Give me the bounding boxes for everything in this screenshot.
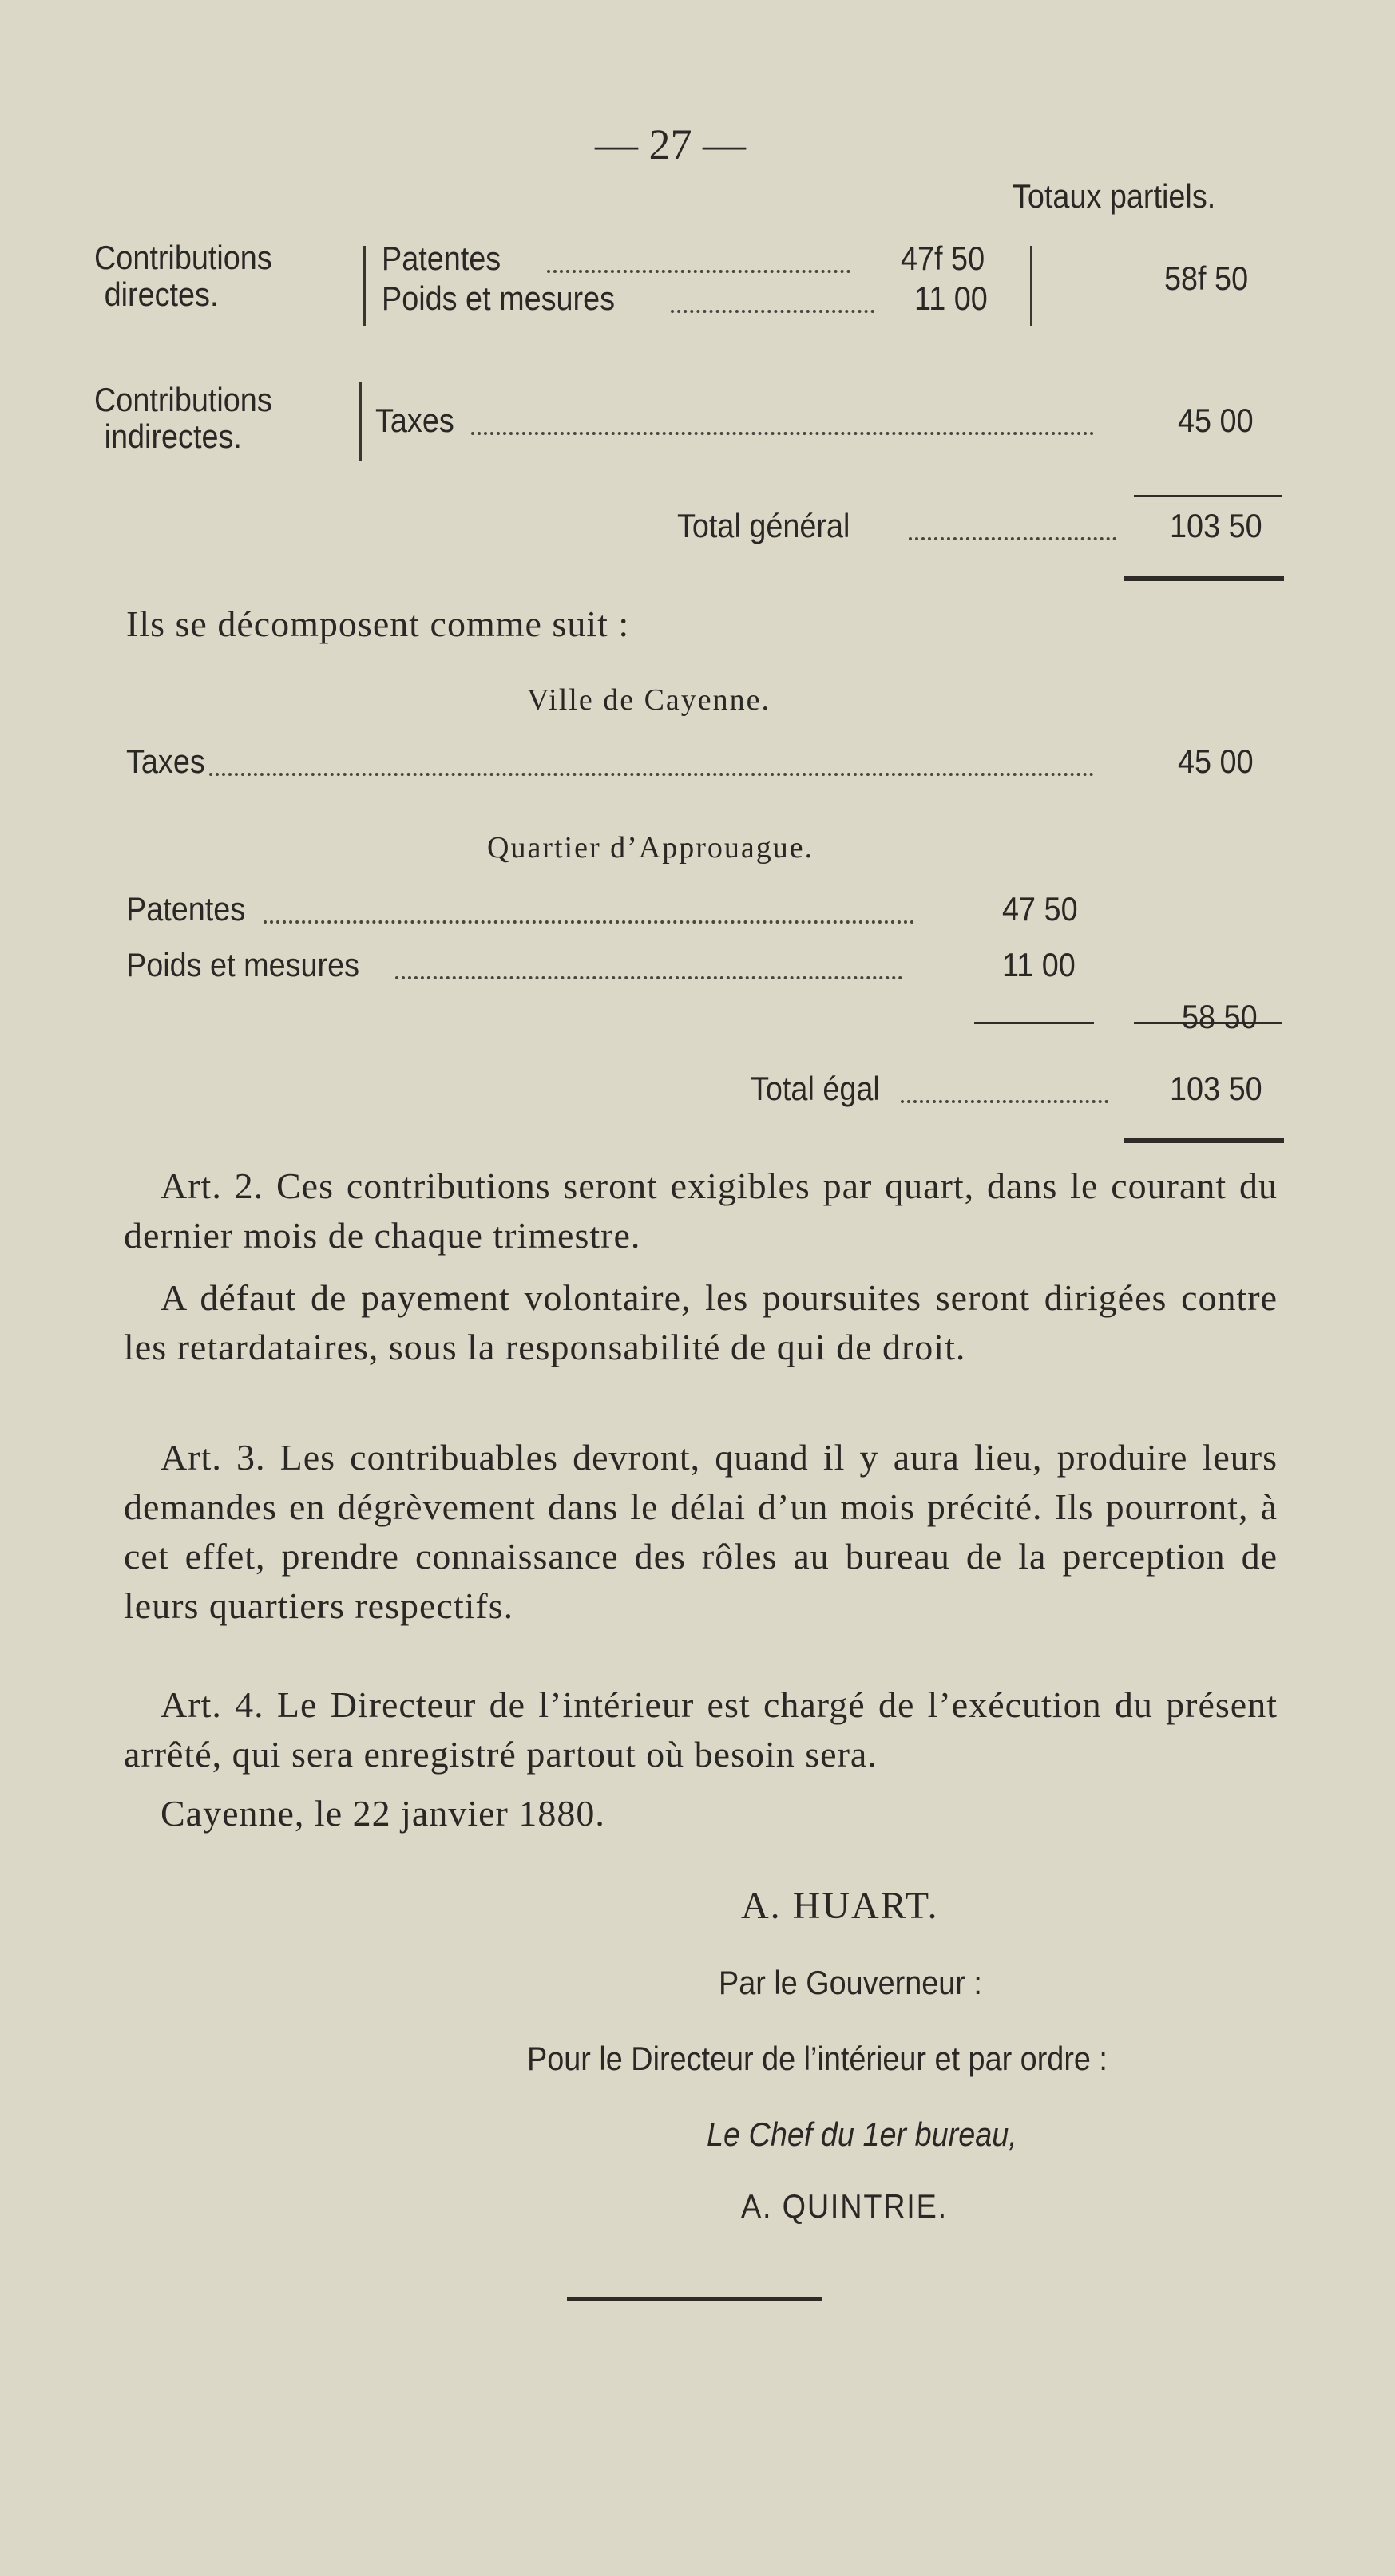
- q-patentes-label: Patentes: [126, 890, 246, 928]
- dots-taxes: [471, 432, 1094, 435]
- ville-taxes-label: Taxes: [126, 742, 205, 780]
- indirectes-group: [94, 382, 272, 455]
- directes-line2: directes.: [104, 275, 219, 313]
- ville-taxes-value: 45 00: [1178, 742, 1254, 780]
- date-line: Cayenne, le 22 janvier 1880.: [161, 1793, 605, 1834]
- brace-subtotal: [1030, 246, 1032, 326]
- signature-quintrie: A. QUINTRIE.: [741, 2187, 948, 2225]
- closing-rule: [567, 2297, 822, 2301]
- q-poids-value: 11 00: [1002, 946, 1076, 983]
- total-general-value: 103 50: [1170, 507, 1262, 544]
- art3-paragraph: Art. 3. Les contribuables devront, quand il y aura lieu, produire leurs demandes en dégrèvement dans le délai d’un mois précité. Ils pourront, à cet effet, prendre connaissance des rôles au bureau de la perception de leurs quartiers respectifs.: [124, 1437, 1278, 1626]
- dots-poids: [671, 310, 874, 313]
- totaux-header: Totaux partiels.: [1013, 177, 1216, 215]
- total-egal-label: Total égal: [751, 1070, 880, 1107]
- poids-value: 11 00: [914, 279, 988, 317]
- patentes-label: Patentes: [382, 239, 501, 277]
- dots-total-egal: [901, 1100, 1108, 1103]
- total-egal-value: 103 50: [1170, 1070, 1262, 1107]
- dots-total-general: [909, 537, 1116, 540]
- brace-directes: [363, 246, 366, 326]
- taxes-value: 45 00: [1178, 402, 1254, 439]
- q-poids-label: Poids et mesures: [126, 946, 360, 983]
- q-subtotal: 58 50: [1182, 998, 1258, 1035]
- indirectes-line2: indirectes.: [104, 417, 242, 455]
- dots-q-patentes: [264, 920, 914, 924]
- directes-subtotal: 58f 50: [1164, 259, 1249, 297]
- par-le-gouverneur: Par le Gouverneur :: [719, 1964, 982, 2001]
- art4-paragraph: Art. 4. Le Directeur de l’intérieur est chargé de l’exécution du présent arrêté, qui sera enregistré partout où besoin sera.: [124, 1684, 1278, 1775]
- page-number: — 27 —: [595, 121, 746, 168]
- chef-bureau: Le Chef du 1er bureau,: [707, 2115, 1017, 2153]
- intro-text: Ils se décomposent comme suit :: [126, 603, 630, 644]
- rule-total-egal-thick: [1124, 1138, 1284, 1143]
- brace-indirectes: [359, 382, 362, 461]
- dots-ville-taxes: [209, 773, 1094, 776]
- dots-patentes: [547, 270, 850, 273]
- rule-quartier: [974, 1022, 1094, 1024]
- pour-le-directeur: Pour le Directeur de l’intérieur et par ordre :: [527, 2040, 1108, 2077]
- total-general-label: Total général: [677, 507, 850, 544]
- rule-total: [1134, 495, 1282, 497]
- quartier-heading: Quartier d’Approuague.: [487, 831, 814, 865]
- taxes-label: Taxes: [375, 402, 454, 439]
- q-patentes-value: 47 50: [1002, 890, 1078, 928]
- indirectes-line1: Contributions: [94, 381, 272, 418]
- dots-q-poids: [395, 976, 902, 979]
- rule-total-thick: [1124, 576, 1284, 581]
- art2-paragraph: Art. 2. Ces contributions seront exigibles par quart, dans le courant du dernier mois de chaque trimestre.: [124, 1165, 1278, 1256]
- signature-huart: A. HUART.: [741, 1885, 939, 1927]
- directes-group: [94, 239, 272, 313]
- ville-heading: Ville de Cayenne.: [527, 683, 771, 717]
- poids-label: Poids et mesures: [382, 279, 616, 317]
- patentes-value: 47f 50: [901, 239, 985, 277]
- art2b-paragraph: A défaut de payement volontaire, les poursuites seront dirigées contre les retardataires, sous la responsabilité de qui de droit.: [124, 1277, 1278, 1367]
- directes-line1: Contributions: [94, 239, 272, 276]
